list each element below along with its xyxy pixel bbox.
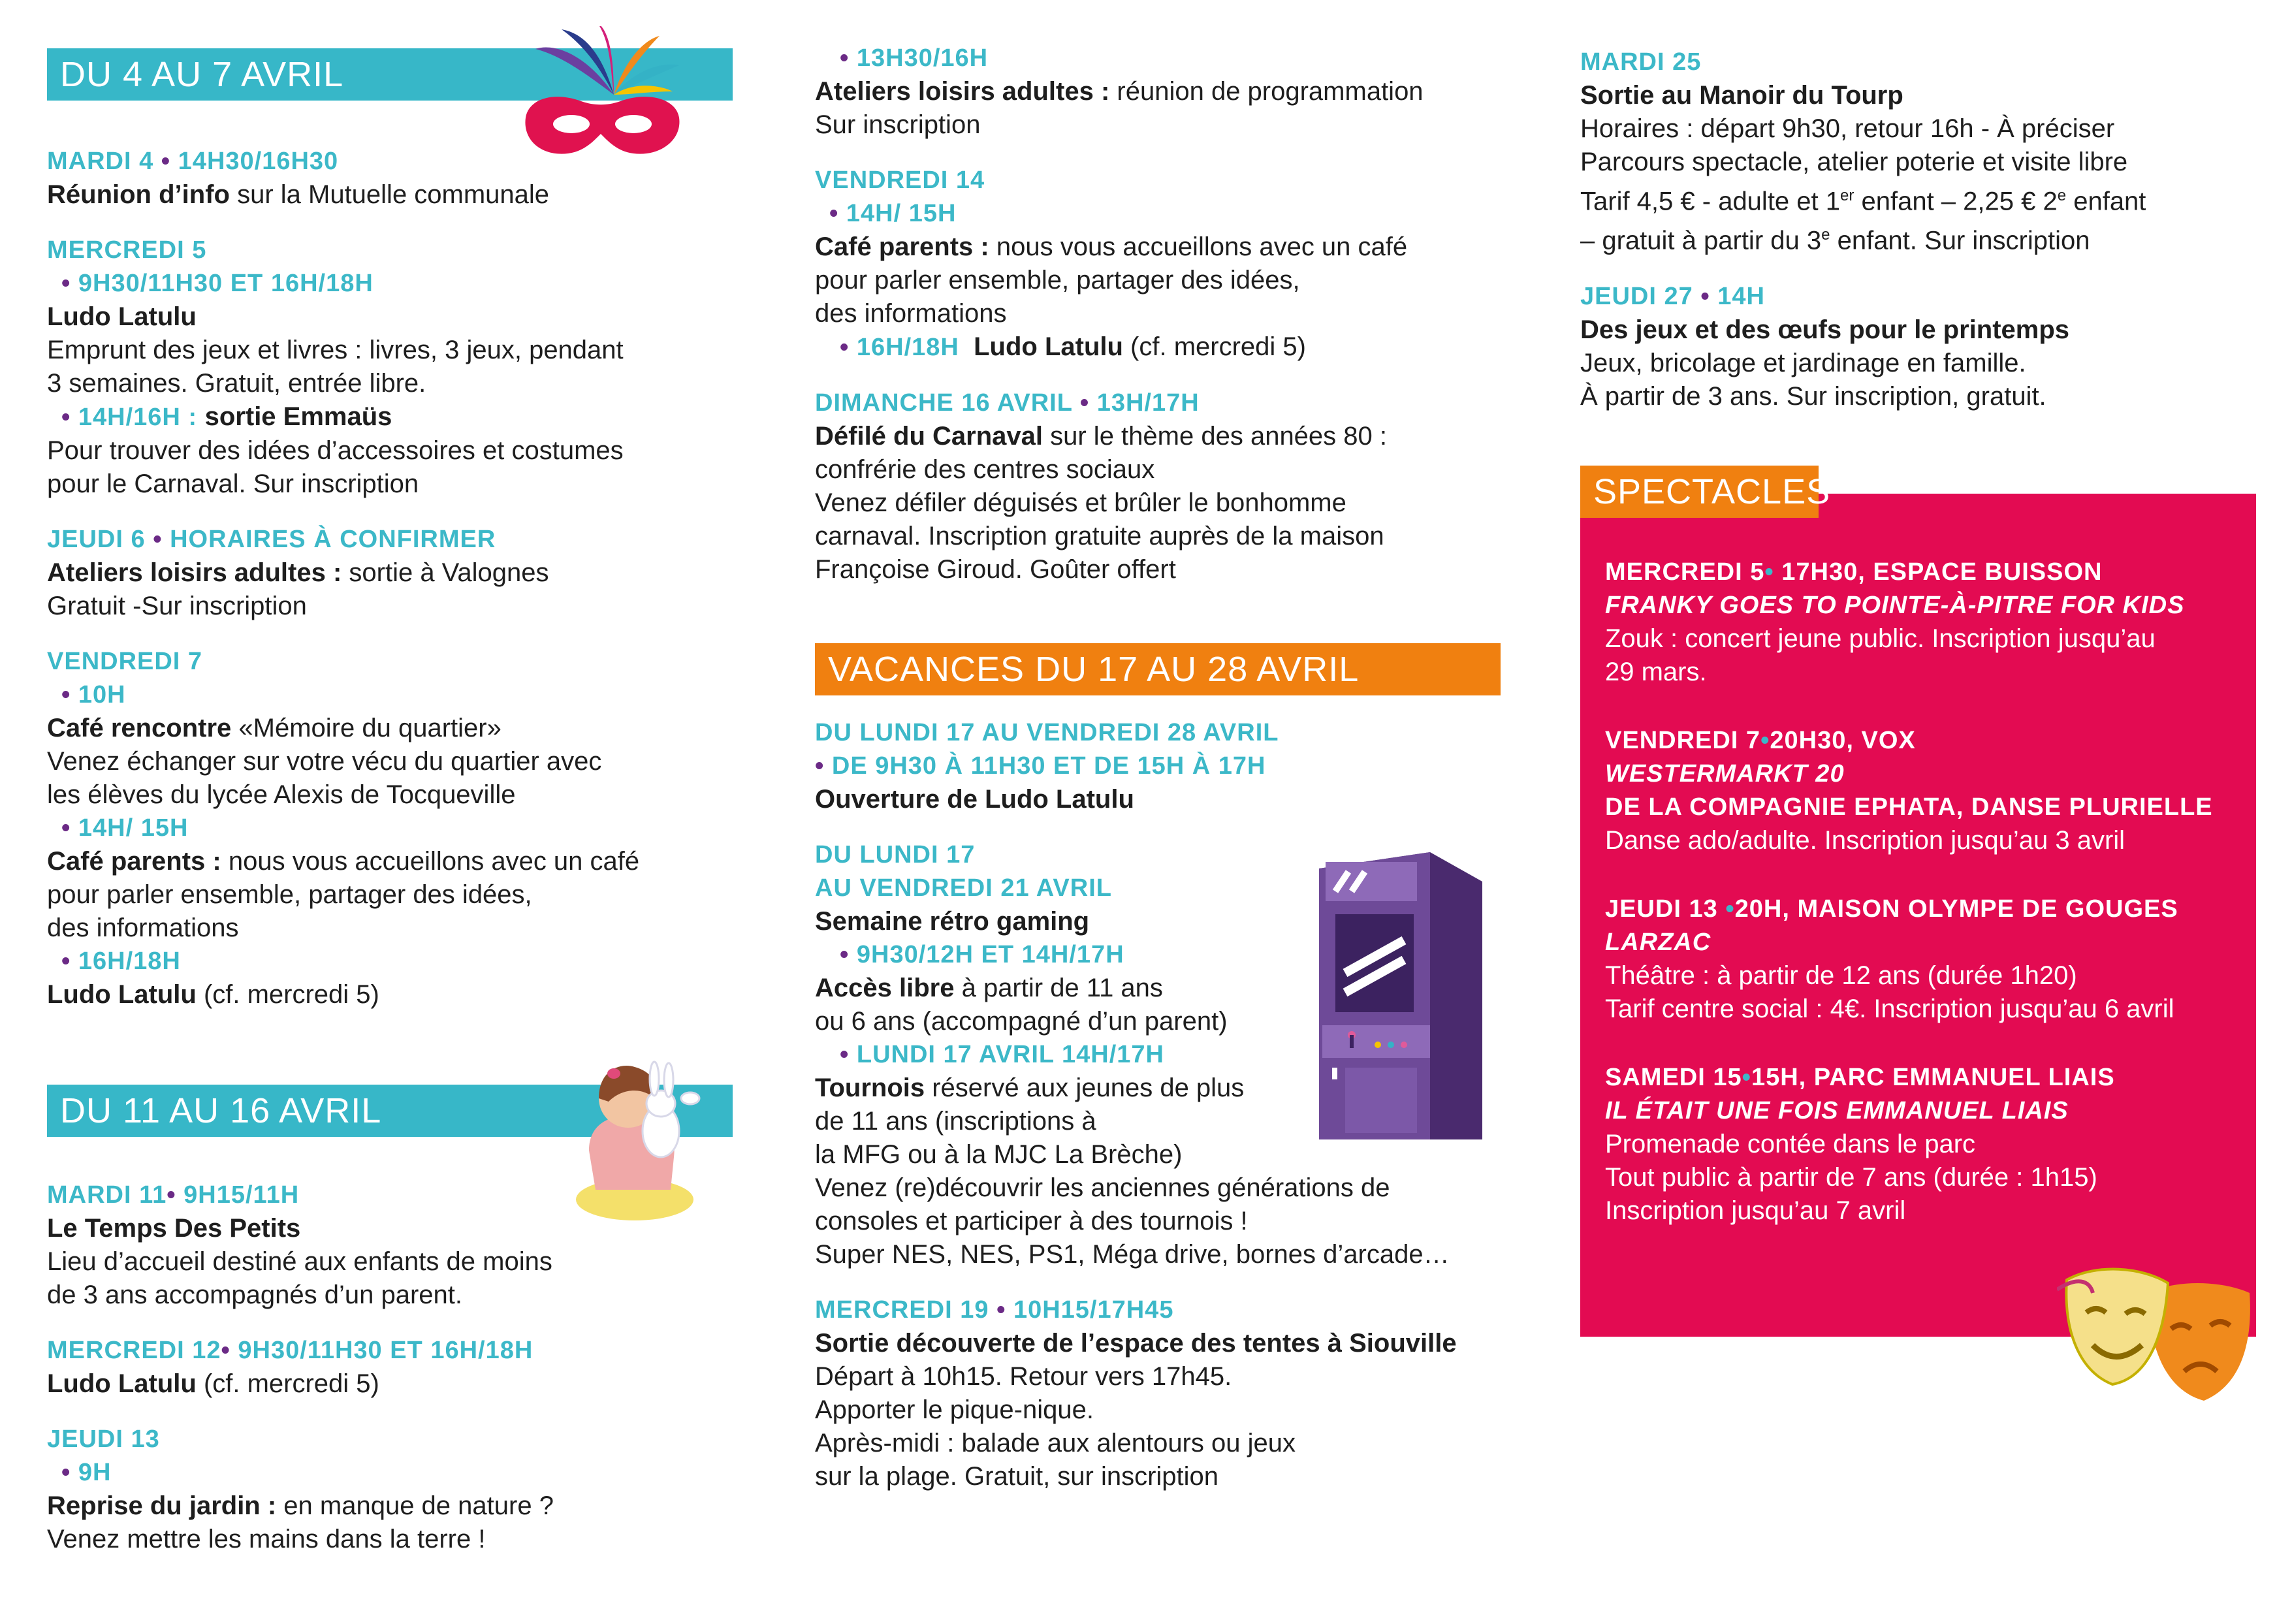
time-label: 13H30/16H xyxy=(856,44,989,72)
event-text: Apporter le pique-nique. xyxy=(815,1395,1094,1424)
time-label: 9H30/11H30 ET 16H/18H xyxy=(238,1337,533,1364)
event-text: Françoise Giroud. Goûter offert xyxy=(815,555,1176,584)
event-title: Défilé du Carnaval xyxy=(815,422,1043,451)
event-text: sur la Mutuelle communale xyxy=(229,180,550,209)
time-label: 9H15/11H xyxy=(183,1181,300,1209)
event-text: Jeux, bricolage et jardinage en famille. xyxy=(1580,348,2026,377)
event-text: Tarif 4,5 € - adulte et 1 xyxy=(1580,187,1841,216)
event-text: Emprunt des jeux et livres : livres, 3 jeux, pendant xyxy=(47,336,624,364)
event-text: confrérie des centres sociaux xyxy=(815,455,1155,484)
event-text: enfant xyxy=(2066,187,2146,216)
event-text: Danse ado/adulte. Inscription jusqu’au 3 avril xyxy=(1605,826,2125,855)
time-label: 15H, PARC EMMANUEL LIAIS xyxy=(1751,1064,2115,1091)
time-label: 20H, MAISON OLYMPE DE GOUGES xyxy=(1734,895,2178,923)
day-label: MARDI 11 xyxy=(47,1181,167,1209)
show-title: FRANKY GOES TO POINTE-À-PITRE FOR KIDS xyxy=(1605,592,2185,619)
day-label: JEUDI 13 xyxy=(1605,895,1726,923)
show-title: WESTERMARKT 20 xyxy=(1605,760,1845,788)
event-title: Sortie découverte de l’espace des tentes à Siouville xyxy=(815,1329,1457,1358)
event-text: sur le thème des années 80 : xyxy=(1043,422,1388,451)
band-label: DU 11 AU 16 AVRIL xyxy=(60,1091,382,1130)
event-text: nous vous accueillons avec un café xyxy=(221,847,640,876)
time-label: 14H/ 15H xyxy=(846,200,957,227)
event-text: Tout public à partir de 7 ans (durée : 1h15) xyxy=(1605,1163,2097,1192)
day-label: MARDI 25 xyxy=(1580,48,1702,76)
event-title: sortie Emmaüs xyxy=(204,402,392,431)
event-text: en manque de nature ? xyxy=(276,1491,554,1520)
event-text: Lieu d’accueil destiné aux enfants de moins xyxy=(47,1247,552,1276)
time-label: 16H/18H xyxy=(78,947,181,975)
section-band-spectacles xyxy=(1580,466,1831,518)
event-text: enfant – 2,25 € 2 xyxy=(1854,187,2058,216)
event-title: Ateliers loisirs adultes : xyxy=(815,77,1110,106)
event-text: réunion de programmation xyxy=(1109,77,1424,106)
column-2-lower: DU LUNDI 17 AU VENDREDI 28 AVRIL • DE 9H30 À 11H30 ET DE 15H À 17H Ouverture de Ludo Latulu DU LUNDI 17 AU VENDREDI 21 AVRIL Semaine rétro gaming • 9H30/12H ET 14H/17H Accès libre à partir de 11 ans ou 6 ans (accompagné d’un parent) • LUNDI 17 AVRIL 14H/17H Tournois réservé aux jeunes de plus de 11 ans (inscriptions à la MFG ou à la MJC La Brèche) Venez (re)découvrir les anciennes générations de consoles et participer à des tournois ! Super NES, NES, PS1, Méga drive, bornes d’arcade… MERCREDI 19 • 10H15/17H45 Sortie découverte de l’espace des tentes à Siouville Départ à 10h15. Retour vers 17h45. Apporter le pique-nique. Après-midi : balade aux alentours ou jeux sur la plage. Gratuit, sur inscription xyxy=(815,716,1457,1493)
event-text: Théâtre : à partir de 12 ans (durée 1h20) xyxy=(1605,961,2077,990)
show-title: IL ÉTAIT UNE FOIS EMMANUEL LIAIS xyxy=(1605,1097,2069,1124)
arcade-cabinet-icon xyxy=(1306,842,1489,1143)
theatre-masks-icon xyxy=(2057,1254,2266,1430)
event-title: Café parents : xyxy=(47,847,221,876)
time-label: DE 9H30 À 11H30 ET DE 15H À 17H xyxy=(831,752,1266,780)
event-text: «Mémoire du quartier» xyxy=(231,714,501,742)
event-title: Des jeux et des œufs pour le printemps xyxy=(1580,315,2070,344)
column-2: • 13H30/16H Ateliers loisirs adultes : réunion de programmation Sur inscription VENDREDI 14 • 14H/ 15H Café parents : nous vous accueillons avec un café pour parler ensemble, partager des idées, des informations • 16H/18H Ludo Latulu (cf. mercredi 5) DIMANCHE 16 AVRIL • 13H/17H Défilé du Carnaval sur le thème des années 80 : confrérie des centres sociaux Venez défiler déguisés et brûler le bonhomme carnaval. Inscription gratuite auprès de la maison Françoise Giroud. Goûter offert xyxy=(815,42,1424,586)
time-label: 14H/16H : xyxy=(78,404,205,431)
event-text: 29 mars. xyxy=(1605,658,1707,686)
event-title: Café parents : xyxy=(815,232,989,261)
event-text: (cf. mercredi 5) xyxy=(1122,332,1306,361)
event-title: Ateliers loisirs adultes : xyxy=(47,558,342,587)
event-title: Ludo Latulu xyxy=(47,302,197,331)
band-label: DU 4 AU 7 AVRIL xyxy=(60,55,344,94)
time-label: 9H30/12H ET 14H/17H xyxy=(856,941,1124,968)
day-label: VENDREDI 7 xyxy=(1605,727,1761,754)
event-text: réservé aux jeunes de plus xyxy=(925,1074,1245,1102)
event-text: Venez défiler déguisés et brûler le bonhomme xyxy=(815,488,1346,517)
event-text: Inscription jusqu’au 7 avril xyxy=(1605,1196,1906,1225)
event-text: nous vous accueillons avec un café xyxy=(989,232,1408,261)
event-text: Parcours spectacle, atelier poterie et visite libre xyxy=(1580,148,2128,176)
event-text: consoles et participer à des tournois ! xyxy=(815,1207,1248,1235)
event-text: les élèves du lycée Alexis de Tocqueville xyxy=(47,780,516,809)
event-text: Gratuit -Sur inscription xyxy=(47,592,307,620)
day-label: DIMANCHE 16 AVRIL xyxy=(815,389,1073,417)
event-text: sur la plage. Gratuit, sur inscription xyxy=(815,1462,1219,1491)
time-label: 16H/18H xyxy=(856,334,959,361)
event-text: à partir de 11 ans xyxy=(954,974,1163,1002)
event-text: Sur inscription xyxy=(815,110,981,139)
event-text: Tarif centre social : 4€. Inscription jusqu’au 6 avril xyxy=(1605,995,2174,1023)
event-text: la MFG ou à la MJC La Brèche) xyxy=(815,1140,1183,1169)
event-text: de 11 ans (inscriptions à xyxy=(815,1107,1096,1136)
event-text: Promenade contée dans le parc xyxy=(1605,1130,1976,1158)
column-3: MARDI 25 Sortie au Manoir du Tourp Horaires : départ 9h30, retour 16h - À préciser Parcours spectacle, atelier poterie et visite libre Tarif 4,5 € - adulte et 1er enfant – 2,25 € 2e enfant – gratuit à partir du 3e enfant. Sur inscription JEUDI 27 • 14H Des jeux et des œufs pour le printemps Jeux, bricolage et jardinage en famille. À partir de 3 ans. Sur inscription, gratuit. xyxy=(1580,46,2146,413)
event-text: pour parler ensemble, partager des idées, xyxy=(47,880,532,909)
child-with-bunny-icon xyxy=(563,1053,707,1222)
show-company: DE LA COMPAGNIE EPHATA, DANSE PLURIELLE xyxy=(1605,793,2213,821)
day-label: VENDREDI 14 xyxy=(815,167,985,194)
day-label: MERCREDI 5 xyxy=(47,236,207,264)
time-label: 14H/ 15H xyxy=(78,814,189,842)
event-title: Ludo Latulu xyxy=(47,980,197,1009)
event-text: À partir de 3 ans. Sur inscription, gratuit. xyxy=(1580,381,2046,411)
spectacles-panel: MERCREDI 5• 17H30, ESPACE BUISSON FRANKY GOES TO POINTE-À-PITRE FOR KIDS Zouk : concert jeune public. Inscription jusqu’au 29 mars. VENDREDI 7•20H30, VOX WESTERMARKT 20 DE LA COMPAGNIE EPHATA, DANSE PLURIELLE Danse ado/adulte. Inscription jusqu’au 3 avril JEUDI 13 •20H, MAISON OLYMPE DE GOUGES LARZAC Théâtre : à partir de 12 ans (durée 1h20) Tarif centre social : 4€. Inscription jusqu’au 6 avril SAMEDI 15•15H, PARC EMMANUEL LIAIS IL ÉTAIT UNE FOIS EMMANUEL LIAIS Promenade contée dans le parc Tout public à partir de 7 ans (durée : 1h15) Inscription jusqu’au 7 avril xyxy=(1580,494,2256,1337)
event-title: Tournois xyxy=(815,1074,925,1102)
event-text: sortie à Valognes xyxy=(342,558,549,587)
time-label: 14H30/16H30 xyxy=(178,148,339,175)
time-label: LUNDI 17 AVRIL 14H/17H xyxy=(856,1041,1164,1068)
event-title: Réunion d’info xyxy=(47,180,230,209)
event-text: (cf. mercredi 5) xyxy=(196,1369,379,1398)
band-label: VACANCES DU 17 AU 28 AVRIL xyxy=(828,650,1360,689)
event-text: (cf. mercredi 5) xyxy=(196,980,379,1009)
time-label: 20H30, VOX xyxy=(1770,727,1916,754)
day-label: JEUDI 6 xyxy=(47,526,146,553)
day-label: MERCREDI 5 xyxy=(1605,558,1765,586)
event-text: Venez échanger sur votre vécu du quartier avec xyxy=(47,747,602,776)
event-text: Horaires : départ 9h30, retour 16h - À préciser xyxy=(1580,114,2115,143)
time-label: 17H30, ESPACE BUISSON xyxy=(1774,558,2103,586)
event-text: carnaval. Inscription gratuite auprès de la maison xyxy=(815,522,1384,550)
day-label: MERCREDI 12 xyxy=(47,1337,221,1364)
event-text: Après-midi : balade aux alentours ou jeux xyxy=(815,1429,1296,1457)
event-text: ou 6 ans (accompagné d’un parent) xyxy=(815,1007,1228,1036)
event-text: Zouk : concert jeune public. Inscription jusqu’au xyxy=(1605,624,2156,653)
event-title: Ludo Latulu xyxy=(974,332,1123,361)
event-text: Pour trouver des idées d’accessoires et costumes xyxy=(47,436,624,465)
event-title: Sortie au Manoir du Tourp xyxy=(1580,81,1903,110)
event-text: des informations xyxy=(47,914,239,942)
event-title: Ludo Latulu xyxy=(47,1369,197,1398)
day-label: JEUDI 27 xyxy=(1580,282,1693,310)
event-text: Super NES, NES, PS1, Méga drive, bornes d’arcade… xyxy=(815,1240,1450,1269)
day-label: AU VENDREDI 21 AVRIL xyxy=(815,874,1112,902)
event-text: de 3 ans accompagnés d’un parent. xyxy=(47,1281,462,1309)
event-text: Venez mettre les mains dans la terre ! xyxy=(47,1525,486,1553)
event-text: pour parler ensemble, partager des idées, xyxy=(815,266,1300,295)
day-label: MARDI 4 xyxy=(47,148,154,175)
time-label: 9H30/11H30 ET 16H/18H xyxy=(78,270,374,297)
band-label: SPECTACLES xyxy=(1593,472,1831,511)
time-label: 10H15/17H45 xyxy=(1013,1296,1174,1324)
section-band-vacances xyxy=(815,643,1501,695)
event-text: des informations xyxy=(815,299,1007,328)
event-text: – gratuit à partir du 3 xyxy=(1580,226,1822,255)
event-title: Reprise du jardin : xyxy=(47,1491,277,1520)
event-title: Accès libre xyxy=(815,974,955,1002)
event-title: Semaine rétro gaming xyxy=(815,907,1090,936)
column-1-lower: MARDI 11• 9H15/11H Le Temps Des Petits Lieu d’accueil destiné aux enfants de moins de 3 ans accompagnés d’un parent. MERCREDI 12• 9H30/11H30 ET 16H/18H Ludo Latulu (cf. mercredi 5) JEUDI 13 • 9H Reprise du jardin : en manque de nature ? Venez mettre les mains dans la terre ! xyxy=(47,1179,554,1556)
day-label: DU LUNDI 17 xyxy=(815,841,976,868)
event-text: pour le Carnaval. Sur inscription xyxy=(47,470,419,498)
column-1: MARDI 4 • 14H30/16H30 Réunion d’info sur la Mutuelle communale MERCREDI 5 • 9H30/11H30 ET 16H/18H Ludo Latulu Emprunt des jeux et livres : livres, 3 jeux, pendant 3 semaines. Gratuit, entrée libre. • 14H/16H : sortie Emmaüs Pour trouver des idées d’accessoires et costumes pour le Carnaval. Sur inscription JEUDI 6 • HORAIRES À CONFIRMER Ateliers loisirs adultes : sortie à Valognes Gratuit -Sur inscription VENDREDI 7 • 10H Café rencontre «Mémoire du quartier» Venez échanger sur votre vécu du quartier avec les élèves du lycée Alexis de Tocqueville • 14H/ 15H Café parents : nous vous accueillons avec un café pour parler ensemble, partager des idées, des informations • 16H/18H Ludo Latulu (cf. mercredi 5) xyxy=(47,148,640,1009)
event-text: Venez (re)découvrir les anciennes générations de xyxy=(815,1173,1390,1202)
show-title: LARZAC xyxy=(1605,929,1711,956)
time-label: 10H xyxy=(78,681,126,709)
time-label: 9H xyxy=(78,1459,112,1486)
time-label: 14H xyxy=(1717,282,1765,310)
event-text: Départ à 10h15. Retour vers 17h45. xyxy=(815,1362,1232,1391)
event-text: 3 semaines. Gratuit, entrée libre. xyxy=(47,369,426,398)
event-text: enfant. Sur inscription xyxy=(1830,226,2090,255)
time-label: 13H/17H xyxy=(1096,389,1200,417)
day-label: MERCREDI 19 xyxy=(815,1296,989,1324)
time-label: HORAIRES À CONFIRMER xyxy=(170,526,496,553)
day-label: VENDREDI 7 xyxy=(47,648,203,675)
event-title: Le Temps Des Petits xyxy=(47,1214,301,1243)
day-label: SAMEDI 15 xyxy=(1605,1064,1742,1091)
day-label: DU LUNDI 17 AU VENDREDI 28 AVRIL xyxy=(815,719,1279,746)
event-title: Ouverture de Ludo Latulu xyxy=(815,785,1134,814)
event-title: Café rencontre xyxy=(47,714,232,742)
day-label: JEUDI 13 xyxy=(47,1425,160,1453)
